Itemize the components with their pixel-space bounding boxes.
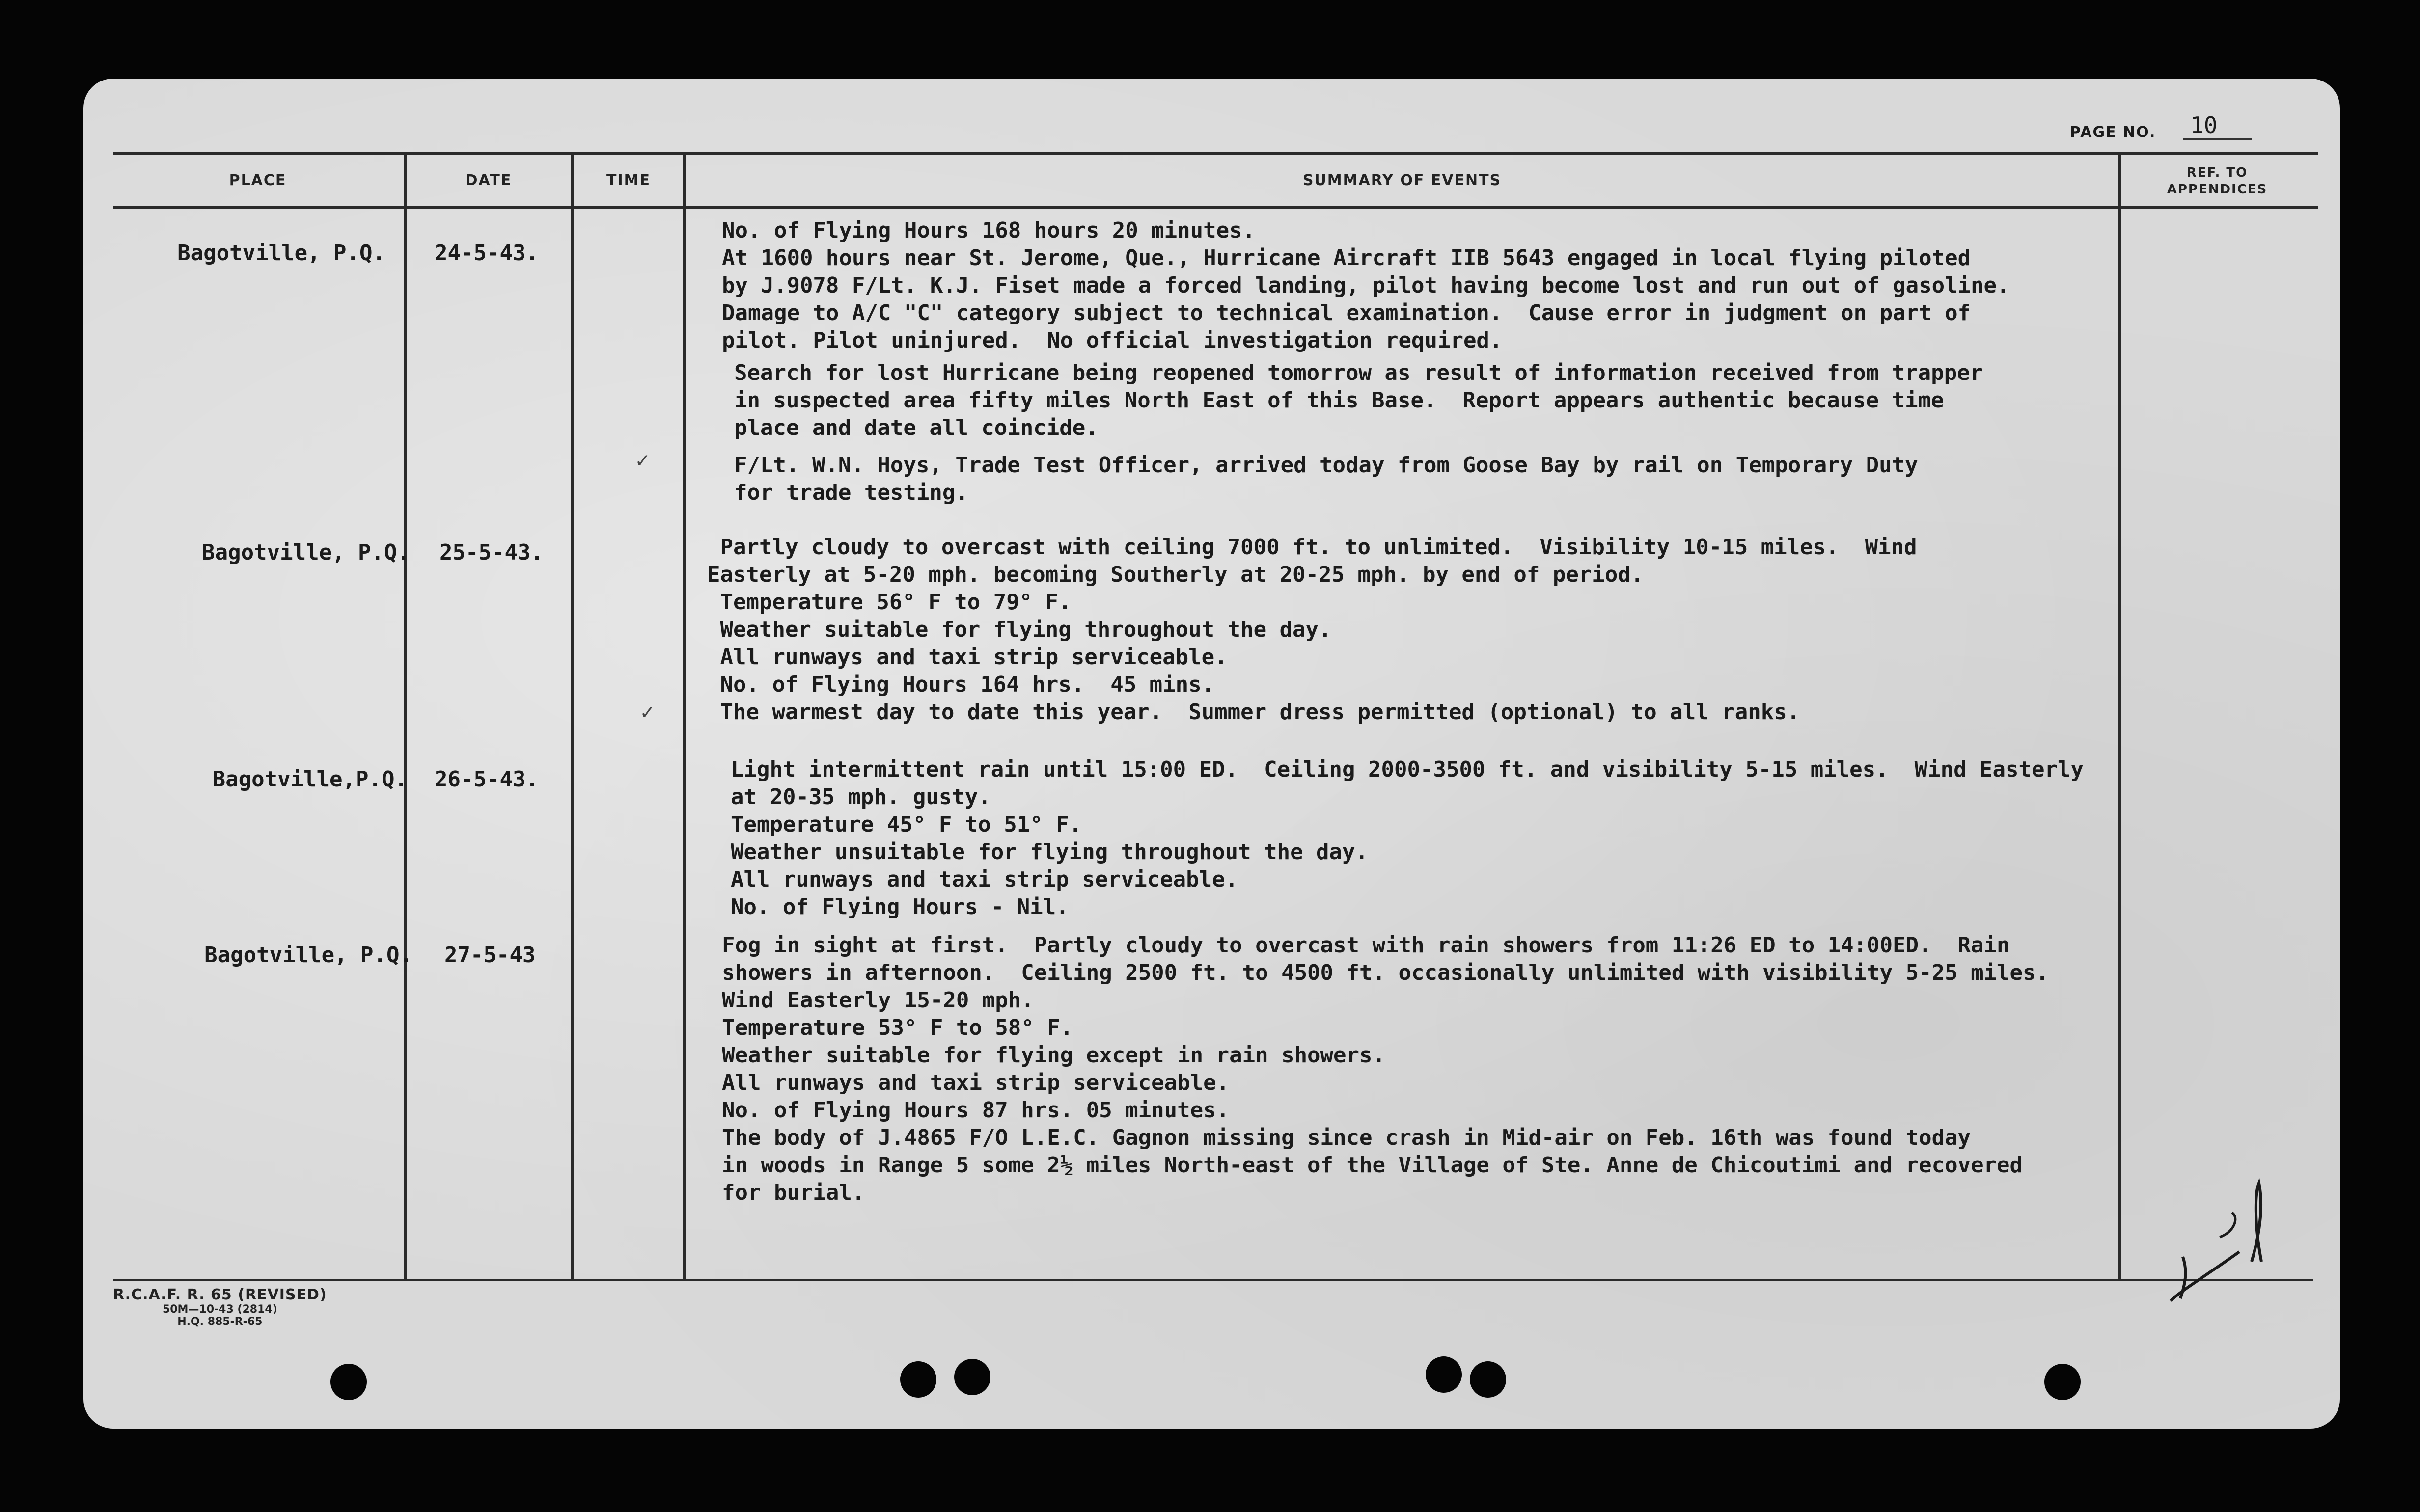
header-summary: SUMMARY OF EVENTS [1302, 172, 1502, 189]
form-number-line-3: H.Q. 885-R-65 [177, 1316, 263, 1328]
checkmark: ✓ [636, 448, 649, 473]
handwritten-initials [2161, 1178, 2279, 1306]
page-no-underline [2183, 138, 2252, 140]
entry-date: 27-5-43 [444, 943, 536, 968]
entry-summary-paragraph: Search for lost Hurricane being reopened tomorrow as result of information received from trapper in suspected area fifty miles North East of this Base. Report appears authentic because time place and date all coincide. [734, 360, 1983, 440]
punch-hole [330, 1364, 367, 1400]
punch-hole [900, 1361, 936, 1398]
divider-place-date [404, 152, 407, 1279]
entry-place: Bagotville, P.Q. [202, 540, 410, 565]
entry-summary-paragraph: F/Lt. W.N. Hoys, Trade Test Officer, arrived today from Goose Bay by rail on Temporary Duty for trade testing. [734, 453, 1918, 505]
form-number-line-2: 50M—10-43 (2814) [162, 1303, 277, 1316]
entry-summary-paragraph: No. of Flying Hours 168 hours 20 minutes. At 1600 hours near St. Jerome, Que., Hurricane Aircraft IIB 5643 engaged in local flying piloted by J.9078 F/Lt. K.J. Fiset made a forced landing, pilot having become lost and run out of gasoline. Damage to A/C "C" category subject to technical examination. Cause error in judgment on part of pilot. Pilot uninjured. No official investigation required. [722, 218, 2010, 353]
page-no-label: PAGE NO. [2070, 124, 2156, 141]
punch-hole [954, 1359, 990, 1395]
checkmark: ✓ [641, 700, 654, 725]
page-no-value: 10 [2190, 112, 2218, 138]
punch-hole [1426, 1356, 1462, 1393]
war-diary-card [83, 79, 2340, 1429]
header-place: PLACE [229, 172, 287, 189]
entry-place: Bagotville, P.Q. [177, 241, 385, 266]
punch-hole [2044, 1364, 2081, 1400]
entry-place: Bagotville, P.Q. [204, 943, 412, 968]
form-number [113, 1286, 327, 1328]
top-rule [113, 152, 2318, 155]
entry-date: 24-5-43. [435, 241, 539, 266]
header-time: TIME [606, 172, 651, 189]
punch-hole [1470, 1361, 1506, 1398]
divider-date-time [571, 152, 574, 1279]
entry-date: 25-5-43. [440, 540, 544, 565]
entry-summary-paragraph: Fog in sight at first. Partly cloudy to overcast with rain showers from 11:26 ED to 14:00ED. Rain showers in afternoon. Ceiling 2500 ft. to 4500 ft. occasionally unlimited with visibility 5-25 miles. Wind Easterly 15-20 mph. Temperature 53° F to 58° F. Weather suitable for flying except in rain showers. All runways and taxi strip serviceable. No. of Flying Hours 87 hrs. 05 minutes. The body of J.4865 F/O L.E.C. Gagnon missing since crash in Mid-air on Feb. 16th was found today in woods in Range 5 some 2½ miles North-east of the Village of Ste. Anne de Chicoutimi and recovered for burial. [722, 933, 2049, 1205]
header-date: DATE [465, 172, 512, 189]
divider-time-summary [683, 152, 686, 1279]
entry-date: 26-5-43. [435, 767, 539, 792]
entry-place: Bagotville,P.Q. [212, 767, 408, 792]
bottom-rule [113, 1279, 2313, 1281]
entry-summary-paragraph: Light intermittent rain until 15:00 ED. Ceiling 2000-3500 ft. and visibility 5-15 miles. Wind Easterly at 20-35 mph. gusty. Temperature 45° F to 51° F. Weather unsuitable for flying throughout the day. All runways and taxi strip serviceable. No. of Flying Hours - Nil. [731, 757, 2084, 919]
header-ref-appendices: REF. TO APPENDICES [2167, 165, 2268, 197]
form-number-title: R.C.A.F. R. 65 (REVISED) [113, 1286, 327, 1303]
header-rule [113, 206, 2318, 209]
divider-summary-ref [2118, 152, 2121, 1279]
entry-summary-paragraph: Partly cloudy to overcast with ceiling 7000 ft. to unlimited. Visibility 10-15 miles. Wind Easterly at 5-20 mph. becoming Southerly at 20-25 mph. by end of period. Temperature 56° F to 79° F. Weather suitable for flying throughout the day. All runways and taxi strip serviceable. No. of Flying Hours 164 hrs. 45 mins. The warmest day to date this year. Summer dress permitted (optional) to all ranks. [707, 535, 1917, 725]
